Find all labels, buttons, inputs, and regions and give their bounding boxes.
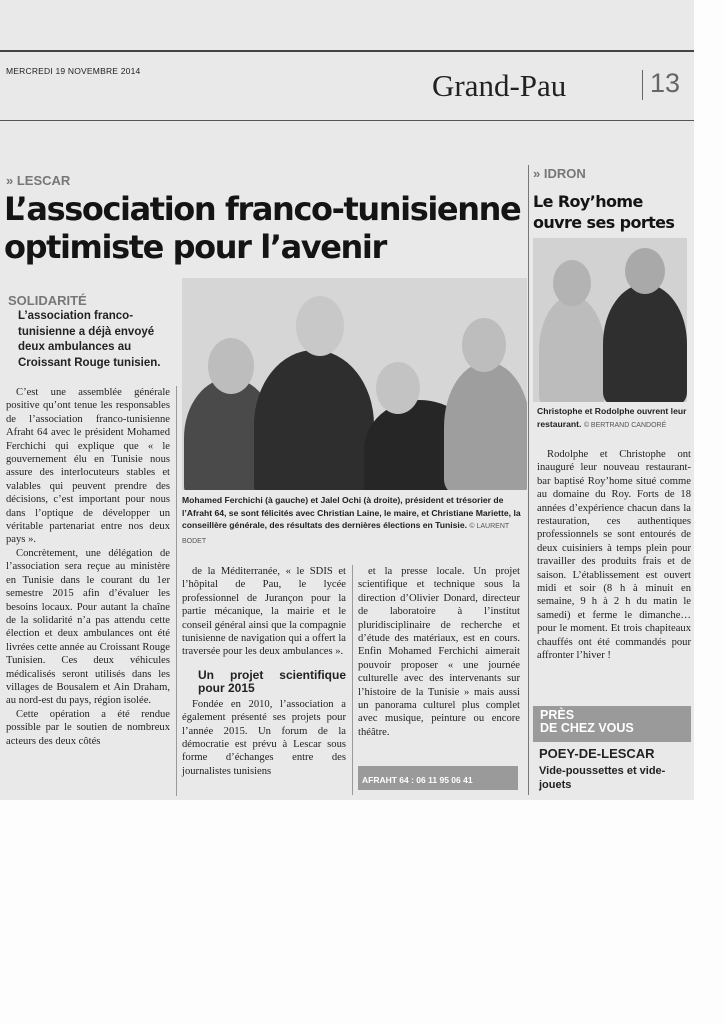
article-headline [4,190,524,266]
sidebar-headline [533,191,693,233]
photo-face [553,260,591,306]
photo-caption-text: Mohamed Ferchichi (à gauche) et Jalel Ochi (à droite), président et trésorier de l’Afraht 64, se sont félicités avec Christian Laine, le maire, et Christiane Mariette, la conseillère générale, des résultats des dernières élections en Tunisie. [182,495,521,530]
headline-line-1: L’association franco-tunisienne [4,190,521,228]
photo-face [296,296,344,356]
photo-person [254,350,374,490]
article-column-2 [182,565,346,778]
contact-phone: AFRAHT 64 : 06 11 95 06 41 [362,775,473,785]
paragraph: Cette opération a été rendue possible par le soutien de nombreux acteurs des deux côtés [6,708,170,747]
paragraph: et la presse locale. Un projet scientifique et technique sous la direction d’Olivier Donard, directeur de laboratoire à l’institut pluridisciplinaire de recherche et d’étude des matériaux, est en cours. Enfin Mohamed Ferchichi aimerait pouvoir proposer « une journée culturelle avec des intervenants sur l’histoire de la Tunisie » mais aussi un panorama culturel plus complet avec musique, peinture ou encore théâtre. [358,566,520,738]
nearby-box-title [540,709,634,735]
photo-person [444,362,527,490]
sidebar-body [537,448,691,663]
photo-face [625,248,665,294]
article-column-3 [358,565,520,739]
header-rule [0,120,694,121]
article-chapeau: L’association franco-tunisienne a déjà envoyé deux ambulances au Croissant Rouge tunisien. [18,310,161,369]
column-rule [176,386,177,796]
paragraph: Fondée en 2010, l’association a également présenté ses projets pour l’année 2015. Un forum de la démocratie est prévu à Lescar sous forme d’échanges entre des journalistes tunisiens [182,698,346,777]
article-subhead: Un projet scientifique pour 2015 [198,667,346,695]
article-rubric: SOLIDARITÉ [8,293,87,308]
sidebar-rule [528,165,529,795]
sidebar-kicker: » IDRON [533,166,586,181]
paragraph: Rodolphe et Christophe ont inauguré leur nouveau restaurant-bar baptisé Roy’home situé comme au domaine du Roy. Forts de 18 années d’expérience chacun dans la restauration, ces authentiques professionnels se sont entourés de deux cuisiniers à temps plein pour travailler des produits frais et de saison. L’établissement est ouvert midi et soir (8 h à minuit en semaine, 9 h à 2 h du matin le samedi) et ferme le dimanche… pour le moment. Et trois chapiteaux chauffés ont été commandés pour affronter l’hiver ! [537,449,691,662]
sidebar-photo [533,238,687,402]
article-kicker: » LESCAR [6,173,71,188]
nearby-title-line-2: DE CHEZ VOUS [540,721,634,735]
paragraph: de la Méditerranée, « le SDIS et l’hôpital de Pau, le lycée professionnel de Jurançon pour la partie mécanique, la mairie et le conseil général ainsi que la compagnie tunisienne de navigation qui a offert la traversée pour les deux ambulances ». [182,566,346,658]
paragraph: C’est une assemblée générale positive qu’ont tenue les responsables de l’association franco-tunisienne Afraht 64 avec le président Mohamed Ferchichi qui explique que « le gouvernement élu en Tunisie nous assure des interlocuteurs stables et valables qui peuvent prendre des décisions, c’est important pour nous dans l’optique de développer un véritable partenariat entre nos deux pays ». [6,387,170,546]
headline-line-2: optimiste pour l’avenir [4,228,386,266]
photo-face [462,318,506,372]
photo-credit: © LAURENT BODET [182,523,510,545]
page-number: 13 [650,68,681,98]
photo-person [603,284,687,402]
photo-person [539,296,605,402]
photo-face [376,362,420,414]
issue-date: MERCREDI 19 NOVEMBRE 2014 [6,66,141,76]
section-title: Grand-Pau [432,68,567,103]
brief-title: Vide-poussettes et vide-jouets [539,765,666,791]
paragraph: Concrètement, une délégation de l’association sera reçue au ministère en Tunisie dans le courant du 1er semestre 2015 afin d’évaluer les besoins locaux. Pour autant la chaîne de la solidarité n’a pas attendu cette élection et deux ambulances ont été livrées cette année au Croissant Rouge Tunisien. Ces deux véhicules médicalisés seront utilisés dans les villages de Bousalem et Ain Draham, au nord-est du pays, région isolée. [6,547,170,707]
sidebar-headline-line-2: ouvre ses portes [533,213,675,232]
article-photo [182,278,527,490]
sidebar-caption-text: Christophe et Rodolphe ouvrent leur restaurant. [537,406,687,429]
page-number-divider [642,70,643,100]
article-photo-caption [182,494,527,548]
sidebar-photo-credit: © BERTRAND CANDORÉ [583,421,667,429]
nearby-title-line-1: PRÈS [540,708,575,722]
article-column-1 [6,386,170,748]
sidebar-headline-line-1: Le Roy’home [533,192,643,211]
brief-place: POEY-DE-LESCAR [539,746,655,761]
column-rule [352,565,353,795]
photo-face [208,338,254,394]
sidebar-photo-caption [537,405,691,432]
top-rule [0,50,694,52]
